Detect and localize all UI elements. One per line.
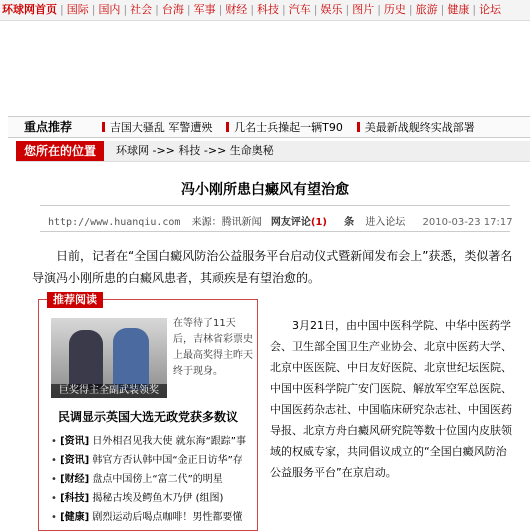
featured-photo[interactable] (51, 318, 167, 398)
photo-figure-right (113, 328, 149, 390)
reading-list (51, 432, 255, 527)
item-tag: [资讯] (60, 436, 90, 447)
list-item[interactable] (51, 451, 255, 470)
item-tag: [财经] (60, 474, 90, 485)
nav-item[interactable]: 社会 (130, 3, 153, 16)
article-meta (48, 213, 513, 228)
recommend-label: 重点推荐 (23, 120, 72, 134)
recommend-link-1[interactable]: 吉国大骚乱 军警遭殃 (102, 121, 213, 134)
nav-separator: | (408, 3, 413, 16)
recommended-reading-box (38, 293, 258, 531)
nav-item[interactable]: 健康 (447, 3, 470, 16)
breadcrumb[interactable]: 环球网 ->> 科技 ->> 生命奥秘 (116, 144, 274, 157)
article-time: 2010-03-23 17:17 (422, 217, 513, 228)
nav-item[interactable]: 军事 (193, 3, 216, 16)
list-item[interactable] (51, 432, 255, 451)
photo-figure-left (69, 330, 103, 390)
nav-separator: | (123, 3, 128, 16)
recommended-reading-label: 推荐阅读 (47, 292, 103, 308)
list-item[interactable] (51, 470, 255, 489)
item-link[interactable]: 日外相召见我大使 就东海“跟踪”事 (92, 436, 246, 447)
item-link[interactable]: 揭秘古埃及鳄鱼木乃伊 (组图) (92, 493, 224, 504)
nav-item[interactable]: 科技 (257, 3, 280, 16)
comments-unit: 条 (344, 217, 355, 228)
nav-separator: | (282, 3, 286, 16)
nav-item[interactable]: 论坛 (479, 3, 502, 16)
nav-separator: | (60, 3, 64, 16)
recommend-link-2[interactable]: 几名士兵操起一辆T90 (226, 121, 343, 134)
article-paragraph-2: 3月21日，由中国中医科学院、中华中医药学会、卫生部全国卫生产业协会、北京中医药大学、北京中医医院、中日友好医院、北京世纪坛医院、中国中医科学院广安门医院、解放军空军总医院、中国医药杂志社、中国临床研究杂志社、中国医药导报、北京方舟白癜风研究院等数十位国内皮肤领域的权威专家，共同倡议成立的“全国白癜风防治公益服务平台”在京启动。 (270, 319, 512, 479)
nav-item[interactable]: 汽车 (288, 3, 311, 16)
nav-item[interactable]: 国际 (66, 3, 89, 16)
nav-item[interactable]: 环球网首页 (2, 3, 57, 16)
source-url-link[interactable]: http://www.huanqiu.com (48, 217, 181, 228)
comments-link[interactable] (271, 217, 327, 228)
recommend-bar (8, 116, 530, 138)
featured-summary[interactable]: 在等待了11天后，吉林省彩票史上最高奖得主昨天终于现身。 (173, 318, 253, 377)
article-source: 来源：腾讯新闻 (191, 217, 262, 228)
nav-separator: | (250, 3, 255, 16)
top-nav (0, 0, 530, 21)
nav-separator: | (377, 3, 381, 16)
item-tag: [资讯] (60, 455, 90, 466)
nav-separator: | (186, 3, 191, 16)
nav-separator: | (345, 3, 350, 16)
nav-item[interactable]: 国内 (98, 3, 121, 16)
nav-item[interactable]: 图片 (352, 3, 375, 16)
nav-separator: | (313, 3, 318, 16)
item-link[interactable]: 韩官方否认韩中国“金正日访华”存 (92, 455, 243, 466)
nav-item[interactable]: 财经 (225, 3, 248, 16)
item-link[interactable]: 盘点中国傍上“富二代”的明星 (92, 474, 223, 485)
recommend-link-3[interactable]: 美最新战舰终实战部署 (357, 121, 475, 134)
location-bar (16, 141, 530, 162)
nav-separator: | (472, 3, 477, 16)
article-title: 冯小刚所患白癜风有望治愈 (181, 182, 349, 198)
nav-item[interactable]: 旅游 (415, 3, 438, 16)
item-tag: [健康] (60, 512, 90, 523)
item-tag: [科技] (60, 493, 90, 504)
comments-count: (1) (310, 217, 327, 228)
forum-link[interactable]: 进入论坛 (365, 217, 406, 228)
divider (40, 205, 510, 206)
list-item[interactable] (51, 508, 255, 527)
nav-item[interactable]: 娱乐 (320, 3, 343, 16)
location-label: 您所在的位置 (16, 141, 104, 161)
photo-caption: 巨奖得主全副武装领奖 (51, 384, 167, 398)
nav-item[interactable]: 历史 (383, 3, 406, 16)
divider (40, 231, 510, 232)
item-link[interactable]: 剧烈运动后喝点咖啡！男性都要懂 (92, 512, 243, 523)
nav-separator: | (155, 3, 159, 16)
reading-headline[interactable]: 民调显示英国大选无政党获多数议 (57, 410, 238, 424)
list-item[interactable] (51, 489, 255, 508)
article-paragraph-1: 日前，记者在“全国白癜风防治公益服务平台启动仪式暨新闻发布会上”获悉，类似著名导演冯小刚所患的白癜风患者，其顽疾是有望治愈的。 (32, 249, 513, 285)
comments-label: 网友评论 (270, 217, 311, 228)
nav-separator: | (218, 3, 223, 16)
nav-separator: | (91, 3, 96, 16)
nav-item[interactable]: 台海 (161, 3, 184, 16)
nav-separator: | (440, 3, 445, 16)
